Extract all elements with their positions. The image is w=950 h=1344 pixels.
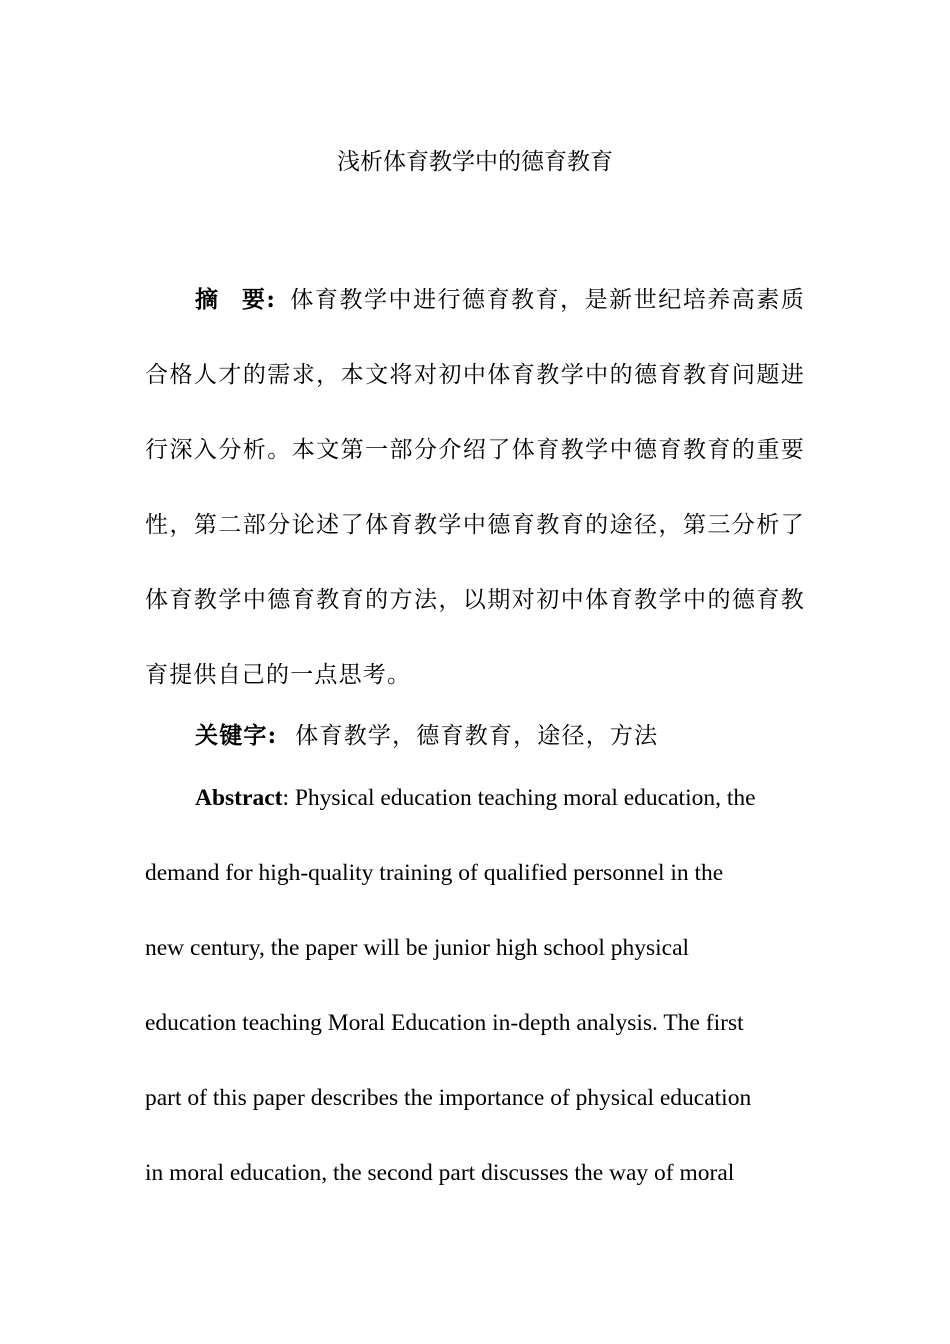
abstract-en-line-1: [145, 778, 810, 853]
keywords-line: [195, 716, 805, 756]
abstract-en-line-4: education teaching Moral Education in-depth analysis. The first: [145, 1010, 744, 1036]
chinese-abstract: [145, 262, 805, 713]
keywords-text: 体育教学，德育教育，途径，方法: [295, 723, 659, 749]
abstract-cn-line-6: 中的德育教育提供自己的一点思考。: [145, 587, 805, 688]
english-abstract: [145, 778, 810, 1228]
abstract-label-char-2: 要:: [241, 286, 277, 313]
abstract-en-line-5: part of this paper describes the importance of physical education: [145, 1085, 752, 1111]
abstract-label-cn: [195, 286, 276, 313]
abstract-cn-line-1: 体育教学中进行德育教育，是新世纪培养高素: [290, 287, 781, 313]
abstract-en-line-2: demand for high-quality training of qualified personnel in the: [145, 860, 724, 886]
abstract-label-char-1: 摘: [195, 286, 220, 313]
keywords-label: 关键字:: [195, 722, 278, 749]
abstract-cn-line-3: 题进行深入分析。本文第一部分介绍了体育教学中德育教育: [145, 362, 805, 463]
abstract-en-line-3: new century, the paper will be junior high school physical: [145, 935, 690, 961]
abstract-en-line-1-text: : Physical education teaching moral education, the: [282, 785, 756, 811]
abstract-en-line-6: in moral education, the second part discusses the way of moral: [145, 1160, 735, 1186]
page-title: 浅析体育教学中的德育教育: [337, 149, 613, 175]
abstract-cn-line-4: 的重要性，第二部分论述了体育教学中德育教育的途径，第: [145, 437, 805, 538]
abstract-cn-line-5: 三分析了体育教学中德育教育的方法，以期对初中体育教学: [145, 512, 805, 613]
abstract-cn-line-2: 质合格人才的需求，本文将对初中体育教学中的德育教育问: [145, 287, 806, 388]
abstract-en-label: Abstract: [195, 785, 283, 811]
